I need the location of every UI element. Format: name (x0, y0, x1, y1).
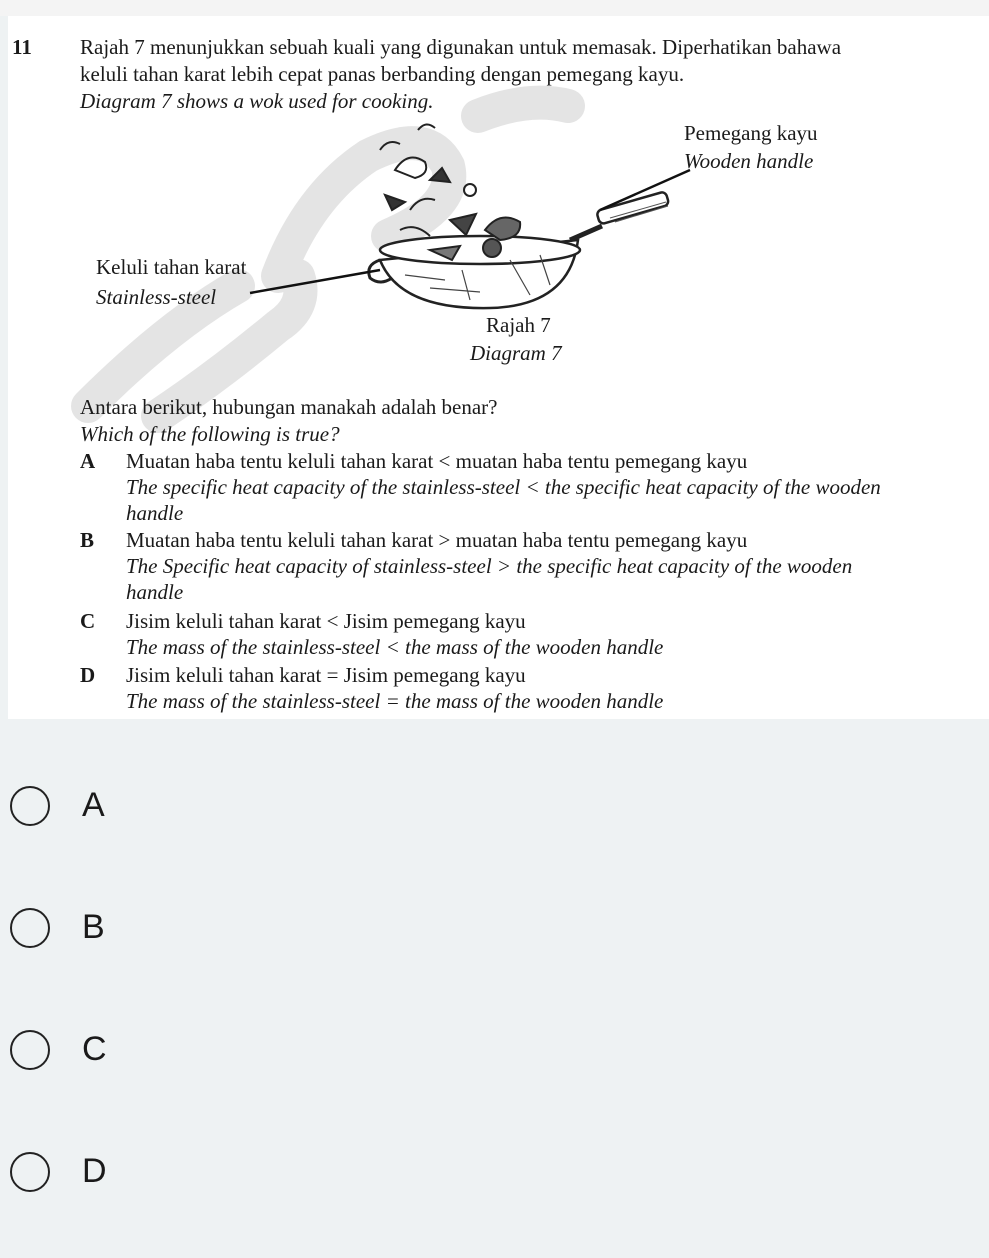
choice-b-en-line1: The Specific heat capacity of stainless-steel > the specific heat capacity of the wooden (126, 554, 853, 578)
intro-ms-line1: Rajah 7 menunjukkan sebuah kuali yang digunakan untuk memasak. Diperhatikan bahawa (80, 35, 842, 59)
radio-d[interactable] (10, 1152, 50, 1192)
answer-option-label: B (82, 908, 105, 946)
choice-a-en-line1: The specific heat capacity of the stainless-steel < the specific heat capacity of the wooden (126, 475, 881, 499)
answer-option-c[interactable] (0, 994, 989, 1104)
answer-option-b[interactable] (0, 872, 989, 982)
radio-a[interactable] (10, 786, 50, 826)
choice-a-en-line2: handle (126, 501, 184, 525)
ask-ms: Antara berikut, hubungan manakah adalah benar? (80, 395, 498, 419)
choice-a-letter: A (80, 449, 96, 473)
answer-option-d[interactable] (0, 1116, 989, 1226)
top-edge (0, 0, 989, 16)
choice-b-ms: Muatan haba tentu keluli tahan karat > muatan haba tentu pemegang kayu (126, 528, 748, 552)
diagram-caption-en: Diagram 7 (470, 341, 562, 365)
answer-option-a[interactable] (0, 750, 989, 860)
choice-d-ms: Jisim keluli tahan karat = Jisim pemegang kayu (126, 663, 526, 687)
question-card (8, 16, 989, 719)
handle-label-ms: Pemegang kayu (684, 121, 818, 145)
wok-diagram (230, 110, 730, 330)
steel-label-en: Stainless-steel (96, 285, 217, 309)
choice-d-letter: D (80, 663, 96, 687)
choice-c-ms: Jisim keluli tahan karat < Jisim pemegang kayu (126, 609, 526, 633)
radio-b[interactable] (10, 908, 50, 948)
choice-c-en-line1: The mass of the stainless-steel < the mass of the wooden handle (126, 635, 664, 659)
intro-en: Diagram 7 shows a wok used for cooking. (80, 89, 434, 113)
choice-a-ms: Muatan haba tentu keluli tahan karat < muatan haba tentu pemegang kayu (126, 449, 748, 473)
answer-option-label: A (82, 786, 105, 824)
answer-option-label: D (82, 1152, 107, 1190)
choice-b-letter: B (80, 528, 95, 552)
choice-d-en-line1: The mass of the stainless-steel = the mass of the wooden handle (126, 689, 664, 713)
ask-en: Which of the following is true? (80, 422, 340, 446)
diagram-caption-ms: Rajah 7 (486, 313, 551, 337)
choice-c-letter: C (80, 609, 96, 633)
steel-label-ms: Keluli tahan karat (96, 255, 247, 279)
choice-b-en-line2: handle (126, 580, 184, 604)
radio-c[interactable] (10, 1030, 50, 1070)
question-number: 11 (12, 35, 32, 59)
answer-option-label: C (82, 1030, 107, 1068)
handle-label-en: Wooden handle (684, 149, 814, 173)
intro-ms-line2: keluli tahan karat lebih cepat panas berbanding dengan pemegang kayu. (80, 62, 685, 86)
